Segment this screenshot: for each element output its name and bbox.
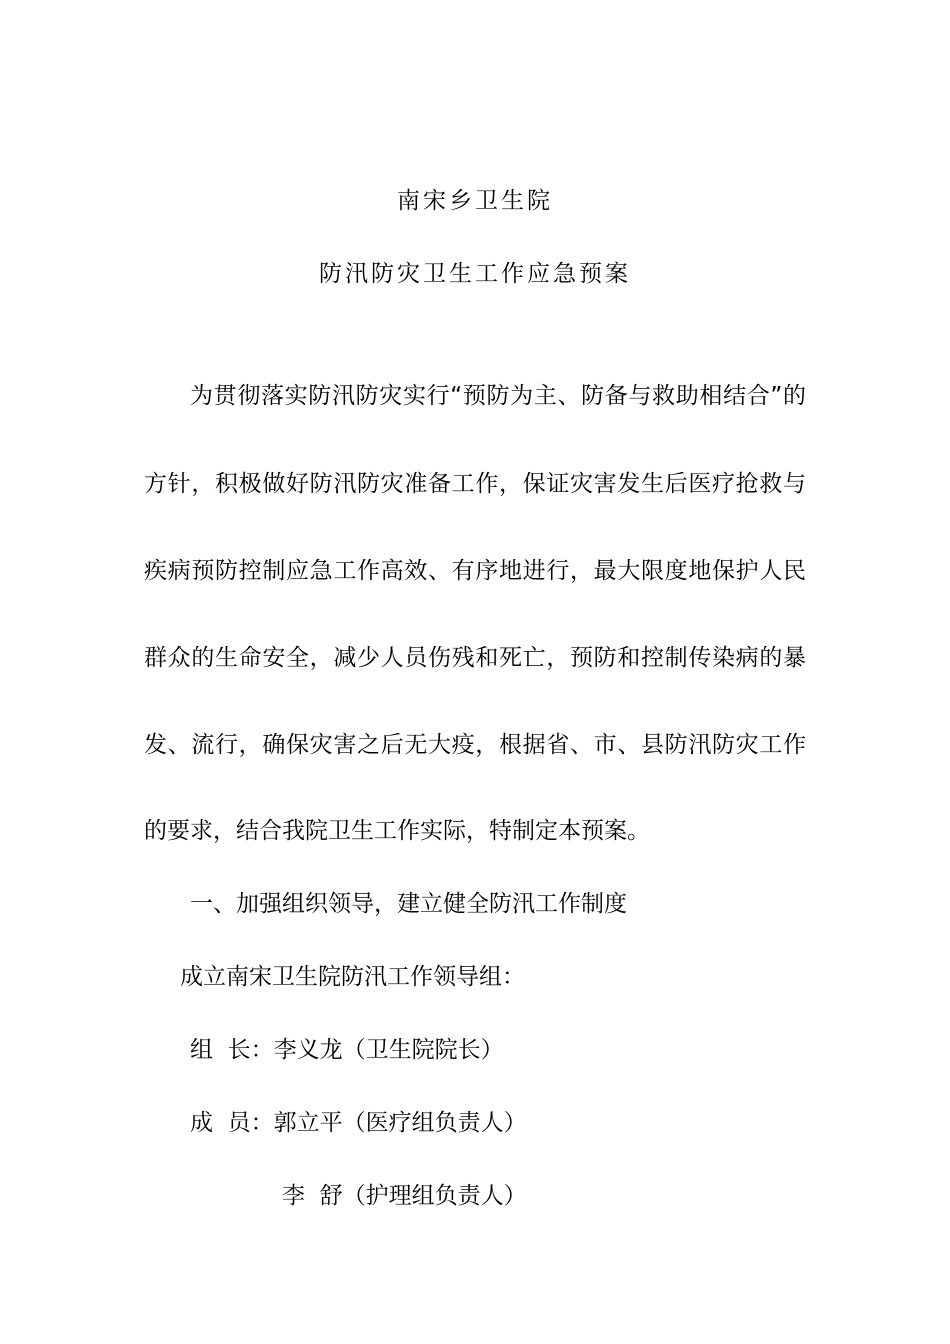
intro-paragraph-line-1: 为贯彻落实防汛防灾实行“预防为主、防备与救助相结合”的 [190,383,806,409]
intro-paragraph-line-3: 疾病预防控制应急工作高效、有序地进行，最大限度地保护人民 [144,558,806,584]
section-heading-1: 一、加强组织领导，建立健全防汛工作制度 [190,891,627,917]
member-leader: 组 长：李义龙（卫生院院长） [190,1037,504,1063]
document-title-org: 南宋乡卫生院 [397,188,553,214]
intro-paragraph-line-5: 发、流行，确保灾害之后无大疫，根据省、市、县防汛防灾工作 [144,732,806,758]
intro-paragraph-line-2: 方针，积极做好防汛防灾准备工作，保证灾害发生后医疗抢救与 [144,471,806,497]
intro-paragraph-line-6: 的要求，结合我院卫生工作实际，特制定本预案。 [144,818,650,844]
member-nursing: 李 舒（护理组负责人） [282,1183,527,1209]
leadership-group-intro: 成立南宋卫生院防汛工作领导组： [180,964,525,990]
intro-paragraph-line-4: 群众的生命安全，减少人员伤残和死亡，预防和控制传染病的暴 [144,645,806,671]
member-medical: 成 员：郭立平（医疗组负责人） [190,1110,527,1136]
document-title-plan: 防汛防灾卫生工作应急预案 [319,261,631,287]
